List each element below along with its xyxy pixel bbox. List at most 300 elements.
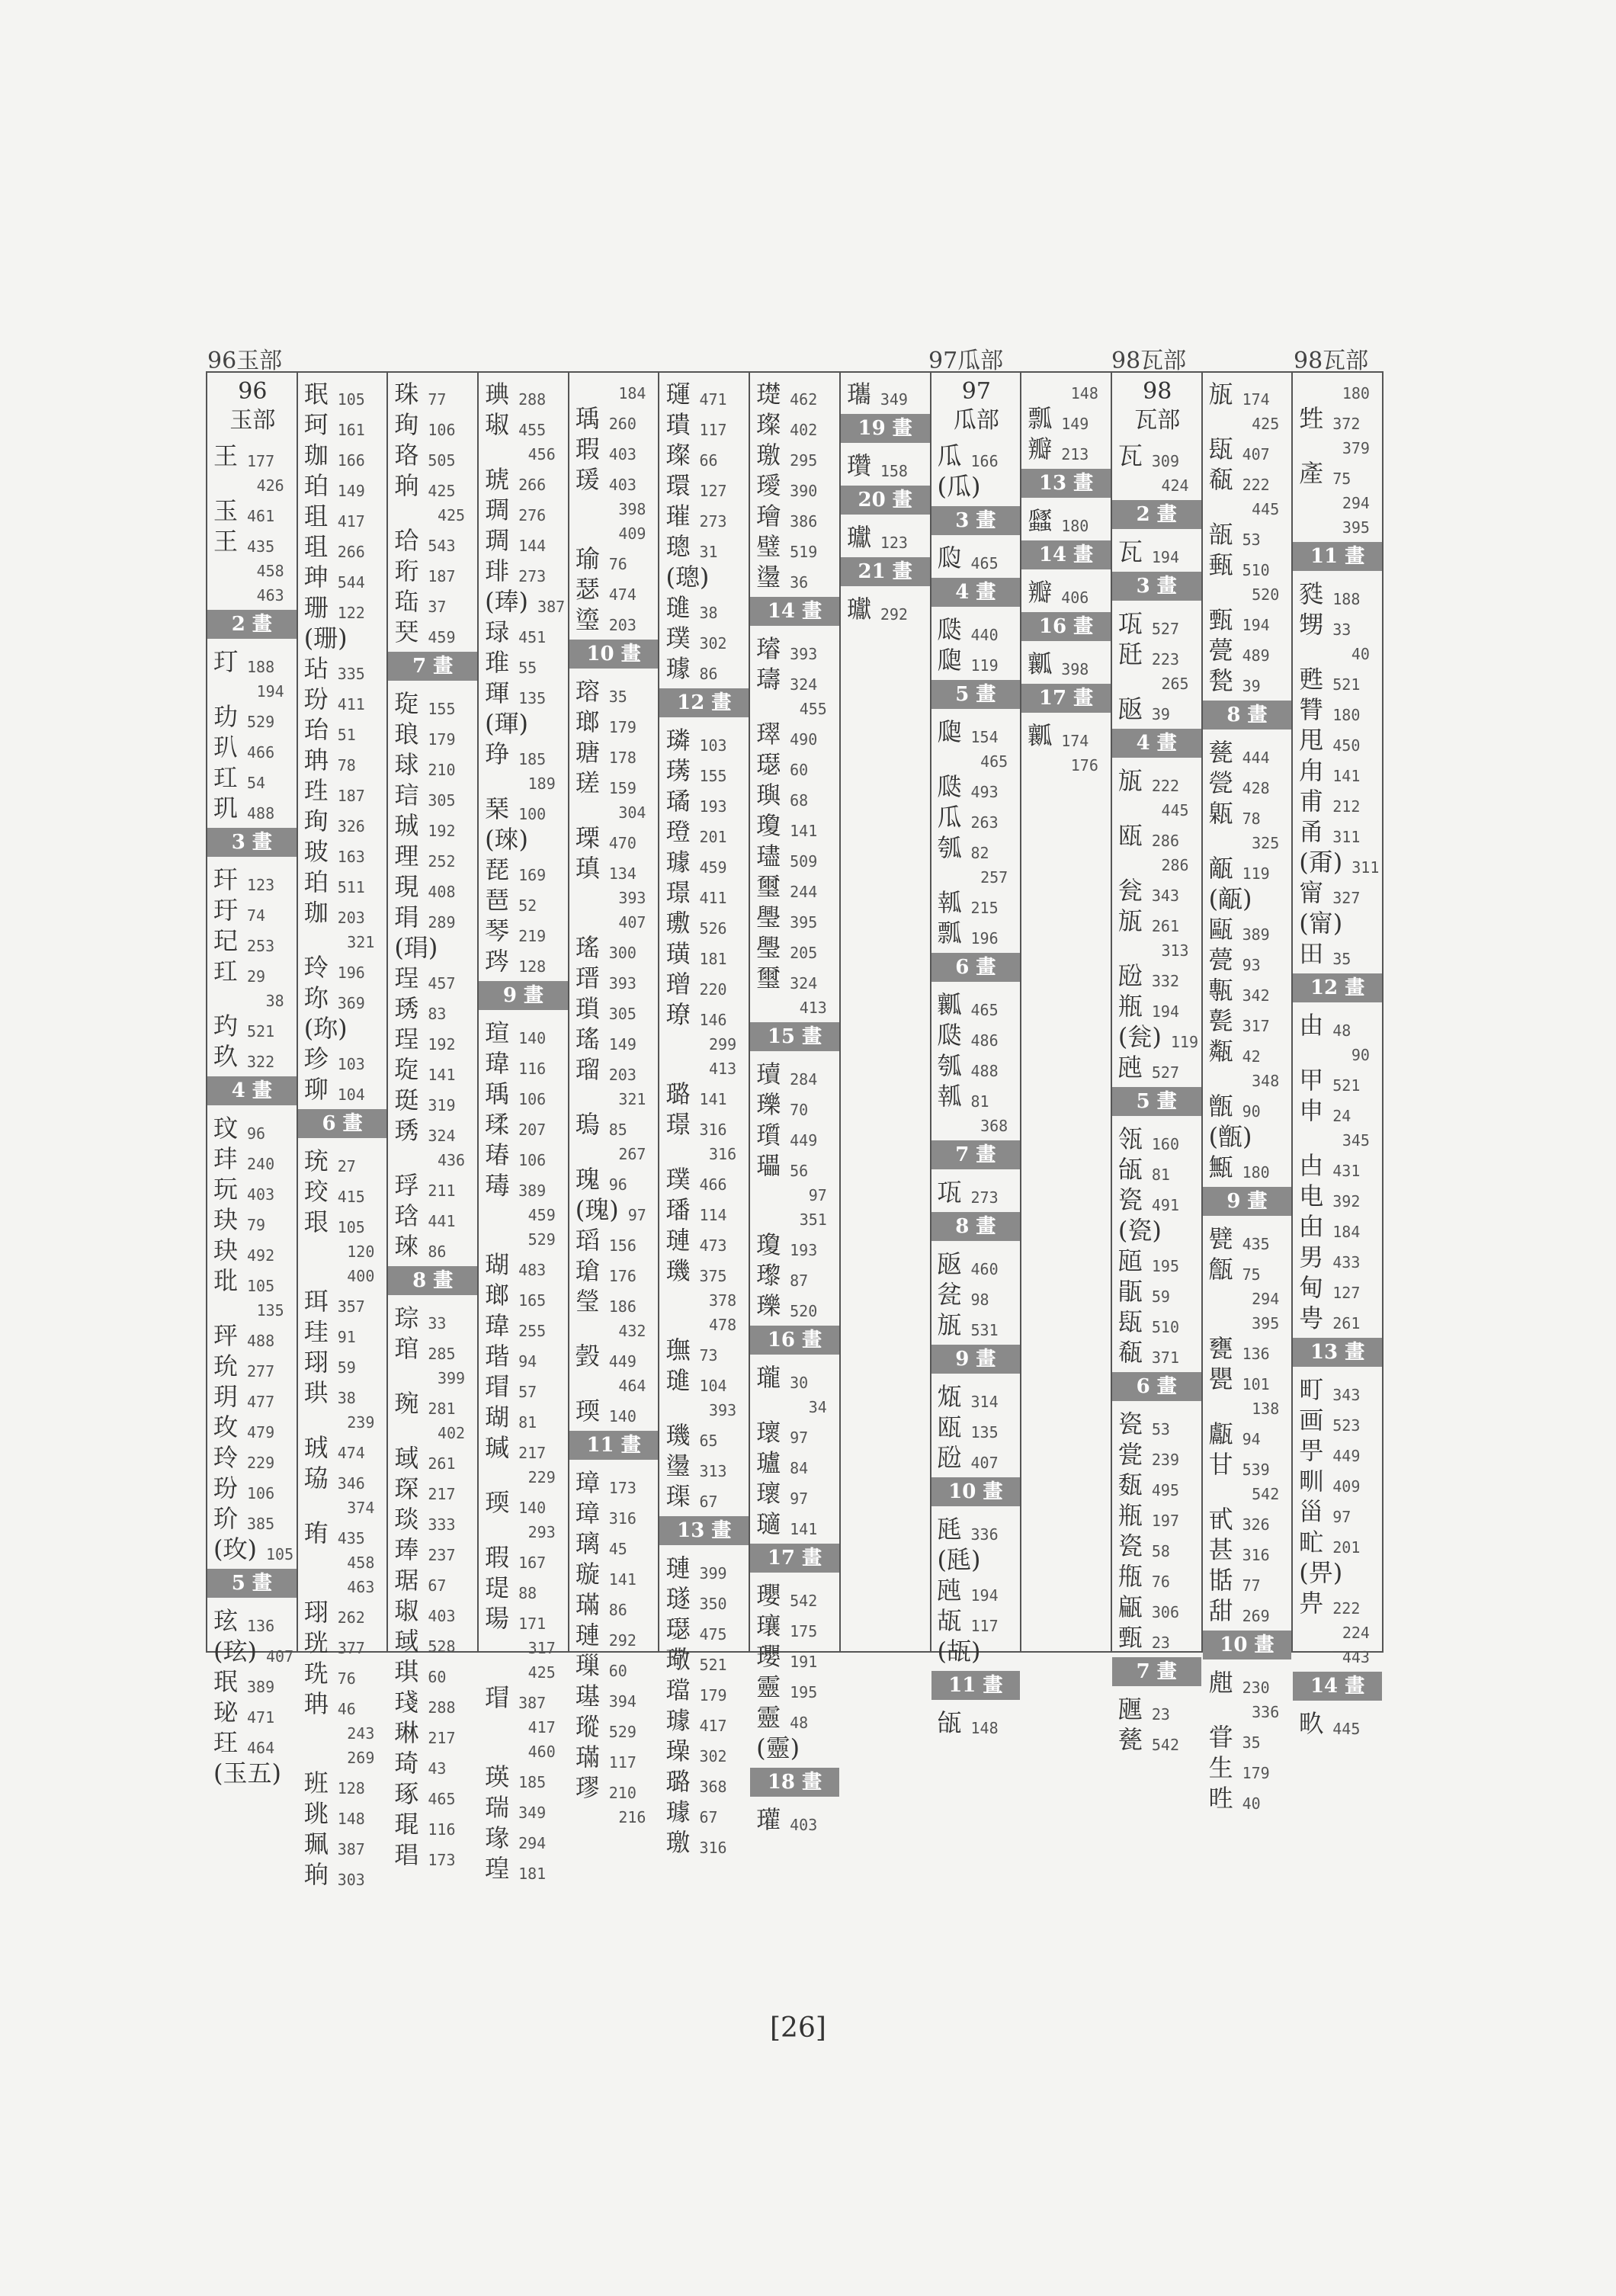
character: 瓭: [937, 1382, 962, 1412]
character: 玒: [213, 763, 239, 793]
page-reference: 100: [518, 805, 547, 823]
stroke-count-header: 20 畫: [841, 486, 930, 515]
character: (琿): [485, 709, 529, 739]
page-reference: 313: [1161, 941, 1189, 960]
index-entry: [394, 585, 473, 615]
page-reference: 305: [428, 791, 456, 810]
character: 璂: [575, 1682, 600, 1711]
index-entry: [756, 560, 835, 591]
index-column: [479, 373, 569, 1884]
page-reference: 299: [709, 1035, 737, 1053]
page-reference: 417: [699, 1717, 727, 1735]
character: 瓟: [937, 717, 962, 747]
character: 甑: [1208, 1092, 1233, 1121]
index-entry: [485, 524, 563, 554]
page-reference: 23: [1151, 1705, 1170, 1724]
page-reference: 135: [970, 1423, 999, 1441]
page-reference: 67: [428, 1576, 447, 1595]
character: 琭: [485, 617, 510, 647]
character: 瑽: [575, 1712, 600, 1742]
stroke-count-header: 11 畫: [1293, 542, 1382, 571]
page-reference: 465: [970, 1001, 999, 1019]
page-reference: 195: [1151, 1257, 1180, 1275]
character: 珍: [303, 1044, 329, 1074]
page-reference: 203: [608, 1066, 636, 1084]
character: 玒: [213, 957, 239, 986]
character: 甃: [1208, 666, 1233, 696]
index-entry: [756, 1391, 835, 1416]
index-entry: [1299, 457, 1377, 487]
index-entry: [304, 1376, 383, 1406]
page-reference: 293: [527, 1523, 556, 1541]
page-reference: 399: [437, 1369, 466, 1387]
index-entry: [756, 778, 835, 809]
page-reference: 265: [1161, 675, 1189, 693]
page-reference: 413: [799, 999, 827, 1017]
index-entry: [1209, 518, 1287, 548]
character: 璶: [756, 842, 781, 871]
stroke-count-header: 3 畫: [931, 506, 1021, 535]
index-entry: [756, 438, 835, 469]
index-entry: [1209, 1307, 1287, 1332]
page-reference: 286: [1161, 856, 1189, 874]
page-reference: 374: [347, 1499, 375, 1517]
index-entry: [665, 1795, 744, 1826]
index-entry: [1299, 1525, 1377, 1556]
page-reference: 449: [1332, 1447, 1361, 1465]
character: (瑰): [575, 1195, 619, 1225]
index-entry: [485, 1711, 563, 1736]
index-entry: [213, 1441, 292, 1471]
character: 瓨: [937, 1178, 962, 1207]
index-entry: [1209, 1781, 1287, 1812]
character: 瓯: [1117, 821, 1143, 851]
index-entry: [1209, 1478, 1287, 1502]
character: 璽: [756, 872, 781, 902]
index-entry: [394, 1053, 473, 1083]
page-reference: 443: [1342, 1648, 1370, 1666]
index-entry: [213, 863, 292, 893]
index-entry: [394, 408, 473, 438]
page-reference: 194: [970, 1586, 999, 1605]
character: 瓻: [1117, 1338, 1143, 1368]
character: 琇: [394, 994, 419, 1024]
character: 甖: [1208, 1364, 1233, 1394]
index-entry: [938, 1175, 1016, 1206]
index-entry: [485, 1108, 563, 1138]
index-entry: [1209, 432, 1287, 463]
character: 瓖: [756, 1611, 781, 1641]
index-entry: [1299, 723, 1377, 754]
index-entry: [576, 1193, 654, 1223]
index-entry: [576, 705, 654, 736]
page-reference: 59: [1151, 1287, 1170, 1306]
page-reference: 203: [608, 616, 636, 634]
index-entry: [485, 792, 563, 823]
character: 瓿: [1208, 520, 1233, 550]
page-reference: 171: [518, 1615, 547, 1633]
page-reference: 103: [337, 1055, 365, 1073]
character: 瑴: [575, 1342, 600, 1371]
page-reference: 78: [337, 756, 356, 774]
index-entry: [304, 1284, 383, 1315]
page-reference: 336: [970, 1525, 999, 1544]
index-entry: [213, 494, 292, 524]
character: 璯: [756, 502, 781, 531]
page-reference: 155: [699, 767, 727, 785]
radical-title: 98 瓦部: [1134, 378, 1181, 434]
page-reference: 127: [1332, 1284, 1361, 1302]
page-reference: 470: [608, 834, 636, 852]
stroke-count-header: 9 畫: [931, 1345, 1021, 1374]
character: 琁: [394, 689, 419, 719]
index-entry: [1299, 1434, 1377, 1464]
page-reference: 477: [247, 1393, 275, 1411]
index-entry: [665, 1734, 744, 1765]
index-entry: [665, 906, 744, 937]
character: 甏: [1208, 1006, 1233, 1036]
index-column: [841, 373, 931, 1651]
page-reference: 478: [709, 1316, 737, 1334]
index-entry: [576, 1370, 654, 1394]
page-reference: 105: [337, 390, 365, 409]
index-entry: [213, 1604, 292, 1634]
page-reference: 402: [790, 421, 818, 439]
page-reference: 88: [518, 1584, 537, 1602]
character: 甛: [1208, 1566, 1233, 1595]
character: 玦: [213, 1236, 239, 1265]
page-reference: 409: [1332, 1477, 1361, 1496]
page-reference: 29: [247, 967, 266, 986]
index-entry: [304, 1687, 383, 1717]
character: 甼: [1299, 1436, 1324, 1466]
index-entry: [576, 766, 654, 797]
page-reference: 393: [618, 889, 646, 907]
index-entry: [576, 882, 654, 906]
page-reference: 73: [699, 1346, 718, 1364]
character: 璔: [665, 970, 691, 999]
character: 甴: [1299, 1151, 1324, 1181]
character: 珞: [394, 441, 419, 470]
index-entry: [938, 1512, 1016, 1543]
character: 璦: [756, 471, 781, 501]
character: 瓗: [846, 380, 871, 409]
character: 珤: [394, 587, 419, 617]
index-entry: [304, 1012, 383, 1042]
page-reference: 175: [790, 1622, 818, 1640]
character: 珈: [303, 441, 329, 470]
character: 璉: [665, 1554, 691, 1583]
page-reference: 48: [790, 1714, 809, 1732]
character: 珬: [303, 1433, 329, 1463]
character: 璊: [575, 1590, 600, 1620]
index-entry: [394, 1502, 473, 1533]
page-reference: 38: [337, 1389, 356, 1407]
index-entry: [1118, 1214, 1197, 1244]
character: 璹: [756, 665, 781, 694]
index-entry: [1118, 439, 1197, 470]
index-entry: [485, 493, 563, 524]
index-entry: [938, 1543, 1016, 1573]
page-reference: 276: [518, 506, 547, 524]
index-entry: [756, 1289, 835, 1320]
page-reference: 394: [608, 1692, 636, 1711]
character: 甾: [1299, 1497, 1324, 1527]
page-reference: 300: [608, 944, 636, 962]
page-reference: 75: [1242, 1265, 1261, 1284]
index-entry: [1028, 749, 1106, 774]
page-reference: 174: [1242, 390, 1270, 409]
index-entry: [1209, 548, 1287, 579]
index-entry: [756, 809, 835, 839]
page-reference: 48: [1332, 1021, 1351, 1040]
header-wa-1: 98瓦部: [1111, 348, 1187, 374]
character: 甐: [1208, 1037, 1233, 1066]
index-entry: [485, 944, 563, 975]
index-entry: [1299, 1063, 1377, 1094]
page-reference: 479: [247, 1423, 275, 1441]
page-reference: 261: [1332, 1314, 1361, 1332]
page-reference: 523: [1332, 1416, 1361, 1435]
index-entry: [938, 613, 1016, 643]
character: 瓞: [937, 1021, 962, 1050]
character: 瑰: [575, 1165, 600, 1194]
page-reference: 23: [1151, 1634, 1170, 1652]
page-reference: 93: [1242, 956, 1261, 974]
character: 璩: [665, 848, 691, 877]
index-entry: [576, 961, 654, 992]
stroke-count-header: 2 畫: [207, 610, 297, 639]
character: 瑎: [485, 1342, 510, 1371]
character: 玨: [213, 1728, 239, 1758]
index-entry: [304, 835, 383, 865]
character: 琛: [394, 1474, 419, 1504]
page-reference: 458: [347, 1554, 375, 1572]
character: 璨: [665, 441, 691, 470]
page-reference: 321: [618, 1090, 646, 1108]
index-entry: [485, 823, 563, 853]
page-reference: 389: [247, 1678, 275, 1696]
index-entry: [213, 1532, 292, 1563]
index-entry: [394, 778, 473, 809]
page-reference: 56: [790, 1162, 809, 1180]
index-entry: [665, 1419, 744, 1449]
character: 璘: [665, 726, 691, 755]
page-reference: 149: [337, 482, 365, 500]
page-reference: 192: [428, 822, 456, 840]
index-entry: [1118, 1407, 1197, 1438]
page-reference: 336: [1252, 1703, 1280, 1721]
page-reference: 457: [428, 974, 456, 992]
character: 珝: [303, 1598, 329, 1627]
page-reference: 116: [518, 1060, 547, 1078]
character: 畁: [1299, 1589, 1324, 1618]
page-reference: 491: [1151, 1196, 1180, 1214]
index-entry: [756, 499, 835, 530]
character: 瑯: [575, 707, 600, 737]
character: 琂: [394, 781, 419, 810]
index-entry: [938, 1604, 1016, 1634]
character: 璞: [665, 1165, 691, 1194]
character: 珌: [213, 1698, 239, 1727]
index-entry: [1209, 664, 1287, 694]
page-reference: 343: [1151, 887, 1180, 905]
page-reference: 39: [1151, 705, 1170, 723]
character: 現: [394, 872, 419, 902]
index-column: [569, 373, 660, 1826]
page-reference: 378: [709, 1291, 737, 1310]
page-reference: 321: [347, 933, 375, 951]
character: 琫: [394, 1535, 419, 1565]
index-entry: [1209, 463, 1287, 493]
index-entry: [213, 1264, 292, 1294]
index-entry: [938, 861, 1016, 886]
page-reference: 395: [1252, 1314, 1280, 1332]
radical-title: 97 瓜部: [953, 378, 999, 434]
character: (畀): [1299, 1558, 1343, 1588]
page-reference: 106: [428, 421, 456, 439]
page-reference: 273: [518, 567, 547, 585]
character: 瑑: [485, 1823, 510, 1853]
page-reference: 463: [256, 586, 284, 604]
index-entry: [576, 1138, 654, 1162]
index-entry: [1299, 784, 1377, 815]
index-entry: [938, 1380, 1016, 1410]
index-entry: [1299, 1556, 1377, 1586]
page-reference: 389: [1242, 925, 1270, 944]
index-entry: [304, 1260, 383, 1284]
page-reference: 36: [790, 573, 809, 592]
index-entry: [576, 1588, 654, 1618]
index-entry: [485, 1461, 563, 1486]
character: 瓄: [756, 1060, 781, 1089]
index-entry: [394, 961, 473, 992]
page-reference: 136: [247, 1617, 275, 1635]
character: 申: [1299, 1096, 1324, 1126]
index-entry: [665, 1254, 744, 1284]
character: 王: [213, 441, 239, 471]
page-reference: 526: [699, 919, 727, 938]
index-entry: [665, 438, 744, 469]
index-entry: [1209, 1563, 1287, 1594]
page-reference: 369: [337, 994, 365, 1012]
page-reference: 288: [428, 1698, 456, 1717]
index-entry: [213, 761, 292, 791]
index-entry: [576, 518, 654, 542]
index-entry: [756, 870, 835, 900]
index-entry: [394, 1332, 473, 1362]
index-entry: [665, 1612, 744, 1643]
page-reference: 180: [1342, 384, 1370, 402]
character: (琜): [485, 825, 529, 855]
page-reference: 82: [970, 844, 989, 862]
index-entry: [1118, 764, 1197, 794]
index-entry: [304, 1236, 383, 1260]
page-reference: 194: [1242, 616, 1270, 634]
index-entry: [394, 1417, 473, 1441]
character: 環: [665, 471, 691, 501]
index-entry: [304, 1492, 383, 1516]
page-reference: 135: [518, 689, 547, 707]
page-reference: 103: [699, 736, 727, 755]
page-reference: 58: [1151, 1542, 1170, 1560]
character: 瓋: [756, 1509, 781, 1539]
page-reference: 120: [347, 1243, 375, 1261]
character: 甘: [1208, 1450, 1233, 1480]
page-reference: 146: [699, 1011, 727, 1029]
character: 珙: [303, 1378, 329, 1408]
page-reference: 128: [337, 1779, 365, 1797]
page-reference: 277: [247, 1362, 275, 1380]
index-entry: [394, 1624, 473, 1655]
page-reference: 372: [1332, 415, 1361, 433]
character: (瓱): [937, 1545, 981, 1575]
page-reference: 191: [790, 1653, 818, 1671]
page-reference: 240: [247, 1155, 275, 1173]
index-entry: [665, 998, 744, 1028]
character: 瑤: [575, 933, 600, 963]
character: 瓆: [756, 1121, 781, 1150]
index-entry: [665, 1394, 744, 1419]
character: 璓: [665, 756, 691, 786]
page-reference: 346: [337, 1474, 365, 1493]
character: 玭: [213, 1266, 239, 1296]
index-entry: [1209, 797, 1287, 827]
character: 璗: [665, 1451, 691, 1481]
index-entry: [304, 804, 383, 835]
index-entry: [665, 1826, 744, 1856]
index-entry: [1299, 402, 1377, 432]
index-entry: [394, 1472, 473, 1502]
page-reference: 179: [699, 1686, 727, 1704]
page-reference: 94: [1242, 1430, 1261, 1448]
character: 珵: [394, 964, 419, 993]
index-entry: [304, 438, 383, 469]
page-reference: 38: [265, 992, 284, 1010]
index-entry: [304, 1797, 383, 1827]
index-entry: [304, 1345, 383, 1376]
page-reference: 40: [1242, 1794, 1261, 1813]
index-entry: [576, 1223, 654, 1254]
index-entry: [394, 1387, 473, 1417]
index-entry: [304, 1315, 383, 1345]
index-entry: [485, 554, 563, 585]
character: 玕: [213, 865, 239, 895]
character: (琫): [485, 587, 529, 617]
index-table: [206, 371, 1384, 1890]
index-entry: [394, 931, 473, 961]
page-reference: 180: [1332, 706, 1361, 724]
radical-title: 96 玉部: [229, 378, 276, 434]
character: 璺: [756, 933, 781, 963]
index-entry: [1299, 1179, 1377, 1210]
character: 玲: [213, 1443, 239, 1473]
page-reference: 520: [790, 1302, 818, 1320]
page-reference: 529: [608, 1723, 636, 1741]
page-reference: 488: [970, 1062, 999, 1080]
character: 玩: [213, 1175, 239, 1204]
character: 甲: [1299, 1066, 1324, 1095]
stroke-count-header: 10 畫: [931, 1477, 1021, 1506]
index-column: [1293, 373, 1382, 1739]
character: 瑩: [575, 1287, 600, 1316]
character: 甕: [1208, 1334, 1233, 1364]
character: 玑: [213, 794, 239, 823]
page-reference: 349: [880, 390, 908, 409]
page-reference: 96: [608, 1175, 627, 1194]
page-reference: 425: [437, 506, 466, 524]
page-reference: 263: [970, 813, 999, 832]
